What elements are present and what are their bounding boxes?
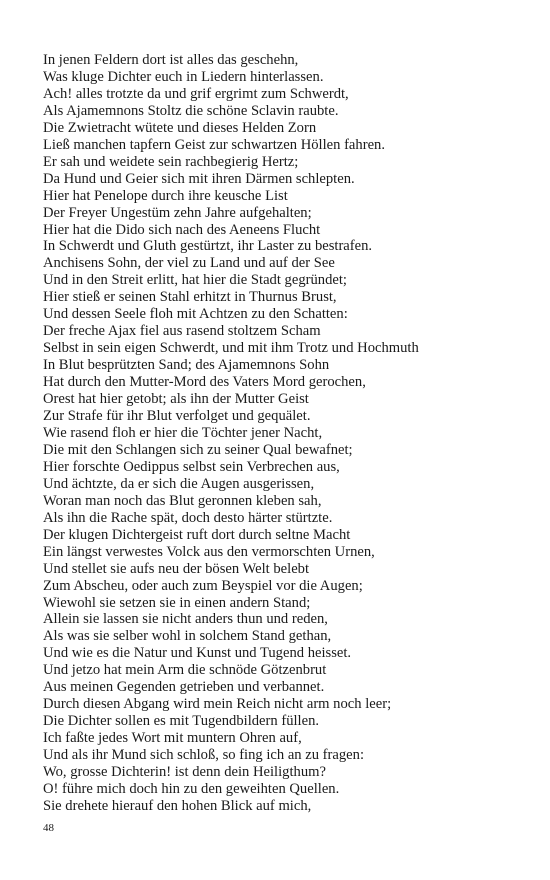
verse-line: Aus meinen Gegenden getrieben und verbannet. bbox=[43, 679, 325, 696]
verse-line: Da Hund und Geier sich mit ihren Därmen schlepten. bbox=[43, 170, 355, 187]
verse-line: Und als ihr Mund sich schloß, so fing ich an zu fragen: bbox=[43, 747, 364, 764]
verse-line: O! führe mich doch hin zu den geweihten Quellen. bbox=[43, 780, 340, 797]
verse-line: Ein längst verwestes Volck aus den vermorschten Urnen, bbox=[43, 543, 375, 560]
verse-line: Allein sie lassen sie nicht anders thun und reden, bbox=[43, 611, 328, 628]
verse-line: Der freche Ajax fiel aus rasend stoltzem Scham bbox=[43, 323, 321, 340]
verse-line: Was kluge Dichter euch in Liedern hinterlassen. bbox=[43, 68, 324, 85]
verse-line: Hier hat die Dido sich nach des Aeneens Flucht bbox=[43, 221, 321, 238]
verse-line: Hier stieß er seinen Stahl erhitzt in Thurnus Brust, bbox=[43, 289, 337, 306]
verse-line: Ließ manchen tapfern Geist zur schwartzen Höllen fahren. bbox=[43, 136, 385, 153]
verse-line: In Blut besprützten Sand; des Ajamemnons Sohn bbox=[43, 357, 330, 374]
poem-text bbox=[43, 52, 523, 815]
verse-line: Als Ajamemnons Stoltz die schöne Sclavin raubte. bbox=[43, 102, 339, 119]
verse-line: Die mit den Schlangen sich zu seiner Qual bewafnet; bbox=[43, 441, 353, 458]
verse-line: Hier forschte Oedippus selbst sein Verbrechen aus, bbox=[43, 458, 340, 475]
verse-line: Und jetzo hat mein Arm die schnöde Götzenbrut bbox=[43, 662, 327, 679]
verse-line: Die Zwietracht wütete und dieses Helden Zorn bbox=[43, 119, 317, 136]
verse-line: Zum Abscheu, oder auch zum Beyspiel vor die Augen; bbox=[43, 577, 363, 594]
verse-line: Ach! alles trotzte da und grif ergrimt zum Schwerdt, bbox=[43, 85, 349, 102]
verse-line: Die Dichter sollen es mit Tugendbildern füllen. bbox=[43, 713, 320, 730]
verse-line: Durch diesen Abgang wird mein Reich nicht arm noch leer; bbox=[43, 696, 392, 713]
verse-line: Als was sie selber wohl in solchem Stand gethan, bbox=[43, 628, 332, 645]
verse-line: Der Freyer Ungestüm zehn Jahre aufgehalten; bbox=[43, 204, 312, 221]
verse-line: Und wie es die Natur und Kunst und Tugend heisset. bbox=[43, 645, 352, 662]
verse-line: Und ächtzte, da er sich die Augen ausgerissen, bbox=[43, 475, 315, 492]
verse-line: Wie rasend floh er hier die Töchter jener Nacht, bbox=[43, 424, 323, 441]
verse-line: Und in den Streit erlitt, hat hier die Stadt gegründet; bbox=[43, 272, 347, 289]
verse-line: Ich faßte jedes Wort mit muntern Ohren auf, bbox=[43, 730, 302, 747]
verse-line: Wiewohl sie setzen sie in einen andern Stand; bbox=[43, 594, 311, 611]
verse-line: In jenen Feldern dort ist alles das geschehn, bbox=[43, 52, 299, 68]
verse-line: Hat durch den Mutter-Mord des Vaters Mord gerochen, bbox=[43, 374, 366, 391]
verse-line: In Schwerdt und Gluth gestürtzt, ihr Laster zu bestrafen. bbox=[43, 238, 373, 255]
verse-line: Hier hat Penelope durch ihre keusche List bbox=[43, 187, 288, 204]
verse-line: Woran man noch das Blut geronnen kleben sah, bbox=[43, 492, 322, 509]
verse-line: Wo, grosse Dichterin! ist denn dein Heiligthum? bbox=[43, 764, 326, 781]
verse-line: Als ihn die Rache spät, doch desto härter stürtzte. bbox=[43, 509, 333, 526]
verse-line: Selbst in sein eigen Schwerdt, und mit ihm Trotz und Hochmuth bbox=[43, 340, 419, 357]
verse-line: Und dessen Seele floh mit Achtzen zu den Schatten: bbox=[43, 306, 348, 323]
verse-line: Und stellet sie aufs neu der bösen Welt belebt bbox=[43, 560, 310, 577]
verse-line: Orest hat hier getobt; als ihn der Mutter Geist bbox=[43, 391, 309, 408]
verse-line: Er sah und weidete sein rachbegierig Hertz; bbox=[43, 153, 299, 170]
page-number: 48 bbox=[43, 822, 54, 834]
verse-line: Zur Strafe für ihr Blut verfolget und gequälet. bbox=[43, 408, 311, 425]
verse-line: Der klugen Dichtergeist ruft dort durch seltne Macht bbox=[43, 526, 351, 543]
verse-line: Anchisens Sohn, der viel zu Land und auf der See bbox=[43, 255, 335, 272]
verse-line: Sie drehete hierauf den hohen Blick auf mich, bbox=[43, 797, 312, 814]
